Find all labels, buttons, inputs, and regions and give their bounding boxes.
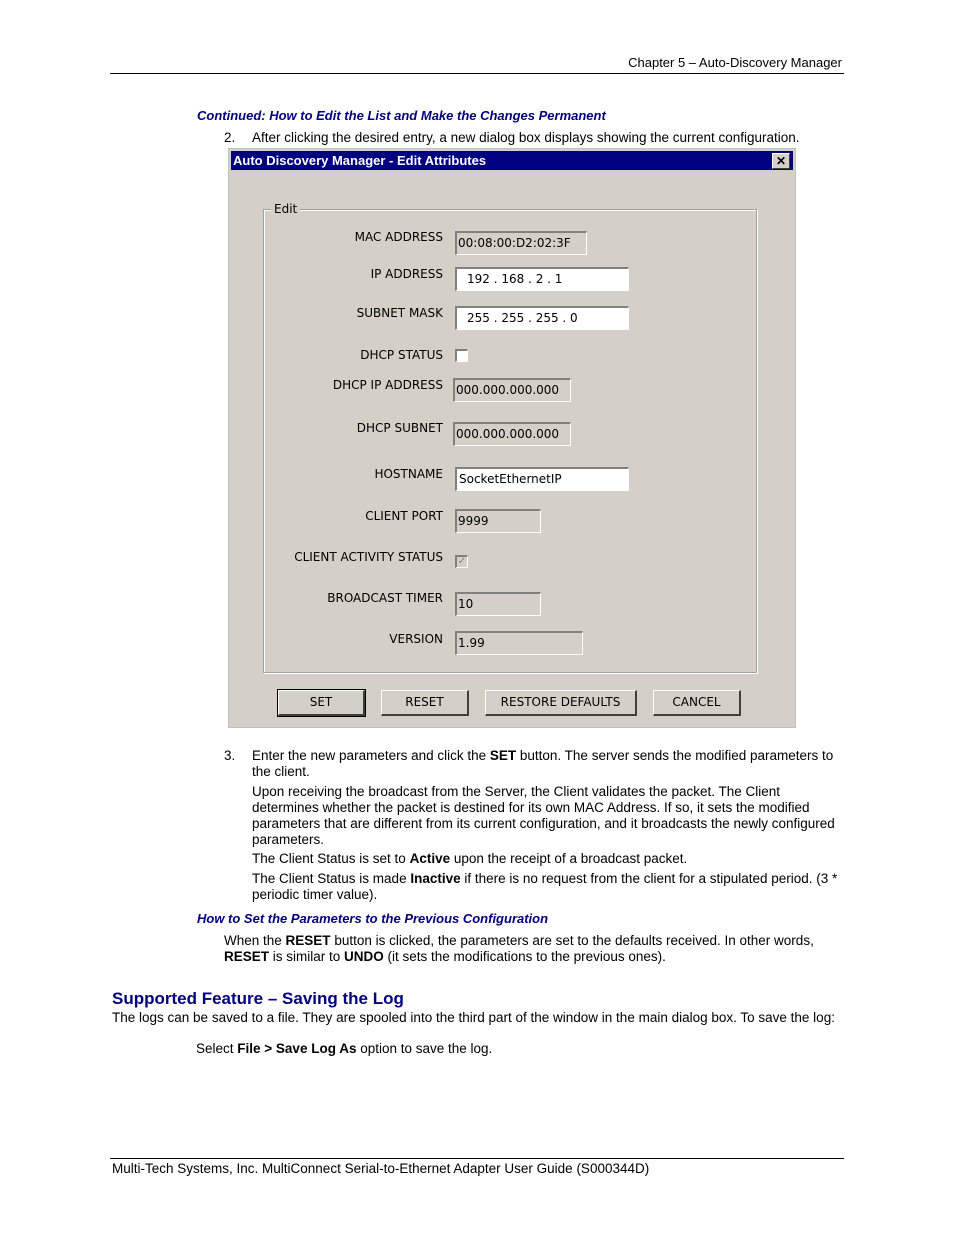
reset-pre: When the xyxy=(224,933,286,948)
close-icon[interactable]: ✕ xyxy=(772,153,790,169)
hostname-label: HOSTNAME xyxy=(374,467,443,481)
select-instruction xyxy=(196,1041,492,1057)
select-post: option to save the log. xyxy=(356,1041,493,1056)
inactive-paragraph xyxy=(252,871,844,903)
edit-attributes-dialog xyxy=(228,148,796,728)
dhcp-status-label: DHCP STATUS xyxy=(360,348,443,362)
broadcast-timer-field: 10 xyxy=(455,592,541,616)
step3-number: 3. xyxy=(224,748,236,763)
client-port-field: 9999 xyxy=(455,509,541,533)
ip-address-label: IP ADDRESS xyxy=(370,267,443,281)
dhcp-subnet-label: DHCP SUBNET xyxy=(356,421,443,435)
step2-number: 2. xyxy=(224,130,236,145)
chapter-header: Chapter 5 – Auto-Discovery Manager xyxy=(628,55,842,70)
dialog-titlebar xyxy=(231,151,793,170)
cancel-button[interactable]: CANCEL xyxy=(653,690,741,716)
reset-bold-1: RESET xyxy=(285,933,331,948)
subnet-mask-input[interactable]: 255 . 255 . 255 . 0 xyxy=(455,306,629,330)
reset-post: (it sets the modifications to the previous ones). xyxy=(383,949,666,964)
active-pre: The Client Status is set to xyxy=(252,851,410,866)
step3-text-pre: Enter the new parameters and click the xyxy=(252,748,490,763)
reset-mid-1: button is clicked, the parameters are set to the defaults received. In other words, xyxy=(330,933,814,948)
step3-text xyxy=(252,748,844,780)
subnet-mask-label: SUBNET MASK xyxy=(356,306,443,320)
check-icon: ✓ xyxy=(457,556,467,567)
hostname-input[interactable]: SocketEthernetIP xyxy=(455,467,629,491)
inactive-post: if there is no request from the client for a stipulated period. (3 * periodic timer value). xyxy=(252,871,838,902)
reset-paragraph xyxy=(224,933,844,965)
inactive-pre: The Client Status is made xyxy=(252,871,411,886)
header-rule xyxy=(110,73,844,74)
version-field: 1.99 xyxy=(455,631,583,655)
ip-address-input[interactable]: 192 . 168 . 2 . 1 xyxy=(455,267,629,291)
restore-defaults-button[interactable]: RESTORE DEFAULTS xyxy=(485,690,637,716)
client-activity-status-checkbox xyxy=(455,555,468,568)
active-post: upon the receipt of a broadcast packet. xyxy=(450,851,688,866)
dhcp-ip-address-label: DHCP IP ADDRESS xyxy=(332,378,443,392)
reset-bold-2: RESET xyxy=(224,949,270,964)
footer-text: Multi-Tech Systems, Inc. MultiConnect Serial-to-Ethernet Adapter User Guide (S000344D) xyxy=(112,1161,650,1176)
reset-mid-2: is similar to xyxy=(269,949,345,964)
dhcp-ip-address-field: 000.000.000.000 xyxy=(453,378,571,402)
reset-button[interactable]: RESET xyxy=(381,690,469,716)
feature-paragraph: The logs can be saved to a file. They are spooled into the third part of the window in the main dialog box. To save the log: xyxy=(112,1010,835,1025)
undo-bold: UNDO xyxy=(344,949,384,964)
select-bold: File > Save Log As xyxy=(237,1041,357,1056)
client-port-label: CLIENT PORT xyxy=(365,509,443,523)
previous-config-heading: How to Set the Parameters to the Previous Configuration xyxy=(197,911,549,926)
mac-address-label: MAC ADDRESS xyxy=(354,230,443,244)
edit-group-label: Edit xyxy=(271,202,300,216)
dhcp-subnet-field: 000.000.000.000 xyxy=(453,422,571,446)
continued-heading: Continued: How to Edit the List and Make the Changes Permanent xyxy=(197,108,606,123)
client-activity-status-label: CLIENT ACTIVITY STATUS xyxy=(294,550,443,564)
step3-set-bold: SET xyxy=(489,748,517,763)
dhcp-status-checkbox[interactable] xyxy=(455,349,468,362)
active-bold: Active xyxy=(409,851,451,866)
mac-address-field: 00:08:00:D2:02:3F xyxy=(455,231,587,255)
dialog-title: Auto Discovery Manager - Edit Attributes xyxy=(233,153,487,168)
feature-heading: Supported Feature – Saving the Log xyxy=(112,989,404,1008)
select-pre: Select xyxy=(196,1041,238,1056)
footer-rule xyxy=(110,1158,844,1159)
broadcast-timer-label: BROADCAST TIMER xyxy=(327,591,443,605)
receive-paragraph: Upon receiving the broadcast from the Server, the Client validates the packet. The Client determines whether the packet is destined for its own MAC Address. If so, it sets the modified parameters that are different from its current configuration, and it broadcasts the newly configured parameters. xyxy=(252,784,835,847)
step2-text: After clicking the desired entry, a new dialog box displays showing the current configuration. xyxy=(252,130,800,145)
active-paragraph xyxy=(252,851,844,867)
version-label: VERSION xyxy=(389,632,443,646)
set-button[interactable]: SET xyxy=(278,690,365,716)
inactive-bold: Inactive xyxy=(410,871,461,886)
step3-text-post: button. The server sends the modified parameters to the client. xyxy=(252,748,834,779)
